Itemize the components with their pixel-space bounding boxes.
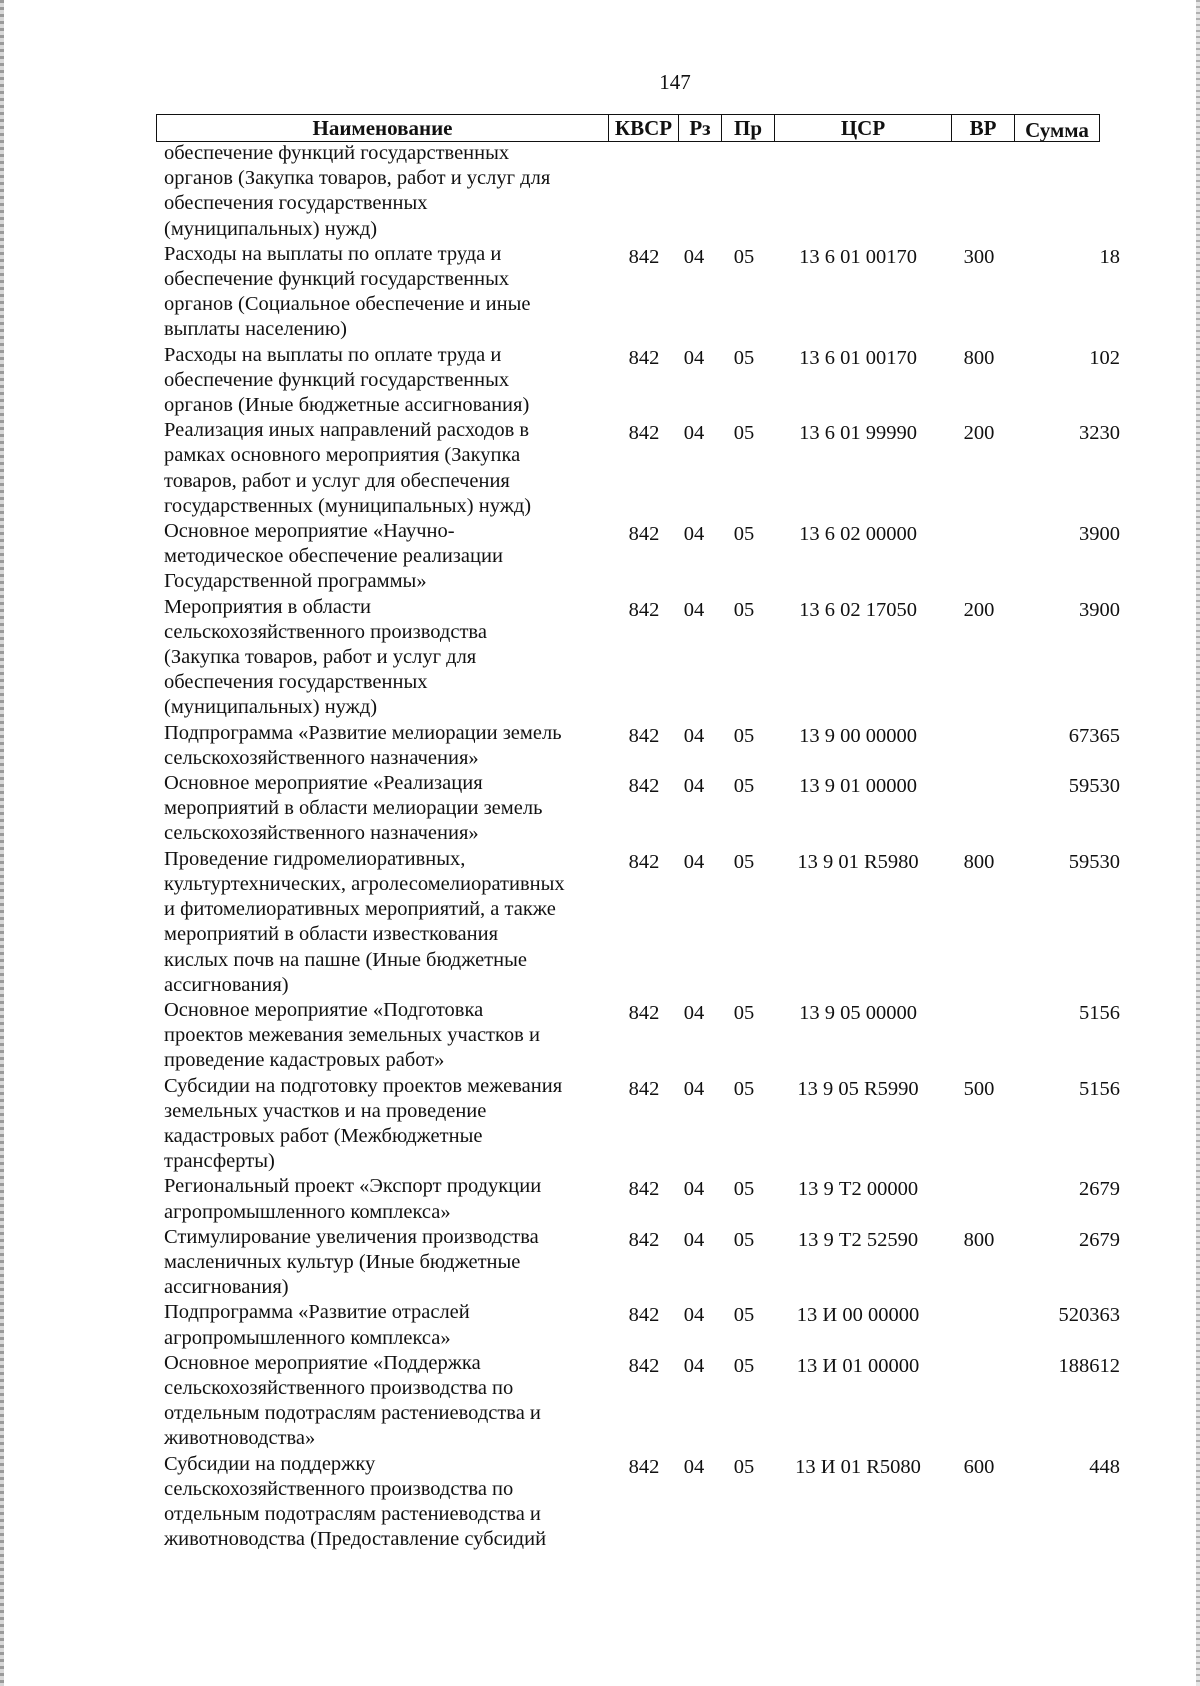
header-rz: Рз: [678, 114, 721, 142]
row-name: Субсидии на подготовку проектов межевания земельных участков и на проведение кадастровых работ (Межбюджетные трансферты): [164, 1074, 563, 1173]
row-sum: 3900: [1079, 598, 1120, 621]
row-csr: 13 9 Т2 00000: [797, 1178, 919, 1201]
row-csr: 13 6 02 00000: [799, 523, 917, 546]
row-csr: 13 И 00 00000: [796, 1304, 920, 1327]
row-pr: 05: [733, 775, 755, 798]
row-rz: 04: [683, 598, 705, 621]
row-sum: 2679: [1079, 1178, 1120, 1201]
header-name: Наименование: [156, 114, 608, 142]
row-kvsr: 842: [628, 1354, 660, 1377]
table-body: [164, 141, 1124, 1552]
row-pr: 05: [733, 346, 755, 369]
row-pr: 05: [733, 1354, 755, 1377]
row-name: Мероприятия в области сельскохозяйственного производства (Закупка товаров, работ и услуг для обеспечения государственных (муниципальных) нужд): [164, 595, 487, 719]
header-vr: ВР: [951, 114, 1014, 142]
row-vr: 800: [963, 1228, 995, 1251]
row-csr: 13 9 00 00000: [799, 724, 917, 747]
row-csr: 13 9 Т2 52590: [797, 1228, 919, 1251]
row-csr: 13 9 01 R5980: [797, 850, 919, 873]
row-kvsr: 842: [628, 1228, 660, 1251]
scan-edge-left: [0, 0, 4, 1686]
row-sum: 3900: [1079, 523, 1120, 546]
row-vr: 300: [963, 245, 995, 268]
row-name: Расходы на выплаты по оплате труда и обеспечение функций государственных органов (Иные бюджетные ассигнования): [164, 343, 530, 417]
row-csr: 13 9 05 R5990: [797, 1077, 919, 1100]
row-csr: 13 И 01 00000: [796, 1354, 920, 1377]
header-kvsr: КВСР: [608, 114, 678, 142]
row-vr: 600: [963, 1455, 995, 1478]
table-row: [164, 721, 1124, 771]
row-name: Основное мероприятие «Реализация мероприятий в области мелиорации земель сельскохозяйственного назначения»: [164, 772, 543, 845]
row-sum: 448: [1089, 1455, 1120, 1478]
row-name: Региональный проект «Экспорт продукции агропромышленного комплекса»: [164, 1175, 542, 1223]
row-rz: 04: [683, 1304, 705, 1327]
header-csr: ЦСР: [774, 114, 951, 142]
table-row: [164, 1351, 1124, 1452]
row-pr: 05: [733, 523, 755, 546]
row-name: Расходы на выплаты по оплате труда и обеспечение функций государственных органов (Социальное обеспечение и иные выплаты населению): [164, 242, 531, 341]
row-kvsr: 842: [628, 1077, 660, 1100]
row-rz: 04: [683, 245, 705, 268]
table-row: [164, 771, 1124, 847]
row-pr: 05: [733, 850, 755, 873]
row-kvsr: 842: [628, 346, 660, 369]
row-csr: 13 6 01 00170: [799, 346, 917, 369]
row-csr: 13 6 01 00170: [799, 245, 917, 268]
row-sum: 188612: [1058, 1354, 1120, 1377]
page-number: 147: [659, 70, 691, 94]
table-row: [164, 1074, 1124, 1175]
row-csr: 13 6 01 99990: [799, 422, 917, 445]
row-pr: 05: [733, 1455, 755, 1478]
row-rz: 04: [683, 850, 705, 873]
row-rz: 04: [683, 775, 705, 798]
row-vr: 200: [963, 598, 995, 621]
row-vr: 200: [963, 422, 995, 445]
row-pr: 05: [733, 422, 755, 445]
row-sum: 2679: [1079, 1228, 1120, 1251]
row-csr: 13 И 01 R5080: [795, 1455, 921, 1478]
row-pr: 05: [733, 724, 755, 747]
row-rz: 04: [683, 1228, 705, 1251]
row-sum: 102: [1089, 346, 1120, 369]
row-vr: 800: [963, 346, 995, 369]
row-rz: 04: [683, 1178, 705, 1201]
row-kvsr: 842: [628, 245, 660, 268]
row-name: обеспечение функций государственных органов (Закупка товаров, работ и услуг для обеспечения государственных (муниципальных) нужд): [164, 142, 551, 240]
row-sum: 59530: [1068, 850, 1120, 873]
table-row: [164, 595, 1124, 721]
table-row: [164, 1225, 1124, 1301]
row-kvsr: 842: [628, 724, 660, 747]
table-row: [164, 847, 1124, 998]
row-csr: 13 6 02 17050: [799, 598, 917, 621]
row-sum: 67365: [1068, 724, 1120, 747]
row-pr: 05: [733, 1077, 755, 1100]
row-name: Подпрограмма «Развитие отраслей агропромышленного комплекса»: [164, 1301, 470, 1349]
table-row: [164, 1300, 1124, 1350]
row-vr: 500: [963, 1077, 995, 1100]
row-pr: 05: [733, 1228, 755, 1251]
row-sum: 59530: [1068, 775, 1120, 798]
table-header: [156, 114, 1100, 142]
row-kvsr: 842: [628, 422, 660, 445]
row-kvsr: 842: [628, 1001, 660, 1024]
row-rz: 04: [683, 346, 705, 369]
row-name: Основное мероприятие «Научно- методическое обеспечение реализации Государственной программы»: [164, 520, 503, 593]
table-row: [164, 1452, 1124, 1553]
row-pr: 05: [733, 1001, 755, 1024]
row-kvsr: 842: [628, 598, 660, 621]
row-kvsr: 842: [628, 775, 660, 798]
table-row: [164, 343, 1124, 419]
table-row: [164, 242, 1124, 343]
row-pr: 05: [733, 598, 755, 621]
row-kvsr: 842: [628, 1304, 660, 1327]
row-kvsr: 842: [628, 1178, 660, 1201]
row-rz: 04: [683, 724, 705, 747]
row-sum: 5156: [1079, 1077, 1120, 1100]
row-sum: 18: [1099, 245, 1120, 268]
row-rz: 04: [683, 422, 705, 445]
row-name: Стимулирование увеличения производства масленичных культур (Иные бюджетные ассигнования): [164, 1225, 539, 1299]
row-rz: 04: [683, 1354, 705, 1377]
row-name: Субсидии на поддержку сельскохозяйственного производства по отдельным подотраслям растениеводства и животноводства (Предоставление субсидий: [164, 1452, 547, 1551]
row-csr: 13 9 05 00000: [799, 1001, 917, 1024]
row-name: Основное мероприятие «Подготовка проектов межевания земельных участков и проведение кадастровых работ»: [164, 998, 540, 1072]
row-name: Реализация иных направлений расходов в рамках основного мероприятия (Закупка товаров, работ и услуг для обеспечения государственных (муниципальных) нужд): [164, 419, 532, 517]
row-name: Основное мероприятие «Поддержка сельскохозяйственного производства по отдельным подотраслям растениеводства и животноводства»: [164, 1351, 541, 1450]
row-sum: 5156: [1079, 1001, 1120, 1024]
row-sum: 520363: [1058, 1304, 1120, 1327]
header-pr: Пр: [721, 114, 774, 142]
row-kvsr: 842: [628, 850, 660, 873]
row-kvsr: 842: [628, 523, 660, 546]
header-sum: Сумма: [1014, 114, 1100, 142]
table-row: [164, 418, 1124, 519]
table-row: [164, 519, 1124, 595]
row-name: Подпрограмма «Развитие мелиорации земель сельскохозяйственного назначения»: [164, 721, 562, 769]
row-rz: 04: [683, 1001, 705, 1024]
row-rz: 04: [683, 1455, 705, 1478]
row-pr: 05: [733, 1304, 755, 1327]
row-kvsr: 842: [628, 1455, 660, 1478]
row-name: Проведение гидромелиоративных, культуртехнических, агролесомелиоративных и фитомелиоративных мероприятий, а также мероприятий в области известкования кислых почв на пашне (Иные бюджетные ассигнования): [164, 847, 565, 996]
row-pr: 05: [733, 1178, 755, 1201]
table-row: [164, 141, 1124, 242]
row-sum: 3230: [1079, 422, 1120, 445]
row-pr: 05: [733, 245, 755, 268]
table-row: [164, 998, 1124, 1074]
row-rz: 04: [683, 1077, 705, 1100]
row-vr: 800: [963, 850, 995, 873]
table-row: [164, 1174, 1124, 1224]
row-csr: 13 9 01 00000: [799, 775, 917, 798]
row-rz: 04: [683, 523, 705, 546]
scan-edge-right: [1196, 0, 1200, 1686]
